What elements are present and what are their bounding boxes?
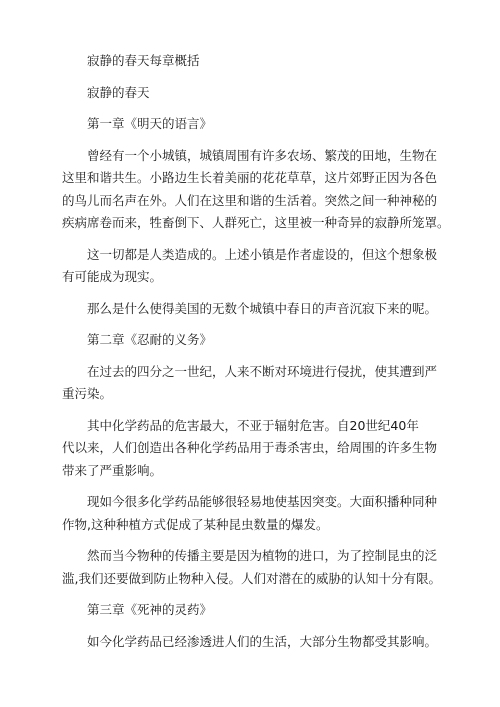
- paragraph-line: 重污染。: [62, 386, 113, 401]
- document-page: [62, 50, 450, 653]
- paragraph: [62, 244, 438, 289]
- paragraph-line: 这一切都是人类造成的。上述小镇是作者虚设的，但这个想象极: [87, 246, 438, 262]
- paragraph-line: 然而当今物种的传播主要是因为植物的进口，为了控制昆虫的泛: [87, 548, 438, 563]
- paragraph: [62, 491, 438, 536]
- paragraph-line: 滥,我们还要做到防止物种入侵。人们对潜在的威胁的认知十分有限。: [62, 570, 441, 586]
- document-title: 寂静的春天每章概括: [87, 53, 200, 68]
- paragraph-line: 那么是什么使得美国的无数个城镇中春日的声音沉寂下来的呢。: [87, 300, 438, 316]
- chapter-heading: 第一章《明天的语言》: [87, 116, 213, 131]
- paragraph-line: 有可能成为现实。: [62, 269, 163, 284]
- chapter-heading: 第二章《忍耐的义务》: [87, 332, 213, 347]
- chapter-heading: 第三章《死神的灵药》: [87, 602, 213, 617]
- paragraph-line: 的鸟儿而名声在外。人们在这里和谐的生活着。突然之间一种神秘的: [62, 192, 438, 208]
- paragraph: [62, 631, 438, 654]
- paragraph-line: 这里和谐共生。小路边生长着美丽的花花草草，这片郊野正因为各色: [62, 170, 438, 185]
- paragraph-line: 曾经有一个小城镇，城镇周围有许多农场、繁茂的田地，生物在: [87, 147, 438, 163]
- document-subtitle: 寂静的春天: [87, 84, 150, 100]
- paragraph: [62, 361, 438, 406]
- paragraph-line: 带来了严重影响。: [62, 462, 163, 478]
- paragraph: [62, 415, 438, 483]
- paragraph: [62, 545, 441, 590]
- paragraph: [62, 298, 438, 321]
- paragraph: [62, 145, 450, 235]
- paragraph-line: 疾病席卷而来，牲畜倒下、人群死亡，这里被一种奇异的寂静所笼罩。: [62, 215, 450, 230]
- paragraph-line: 其中化学药品的危害最大，不亚于辐射危害。自20世纪40年: [87, 417, 419, 433]
- paragraph-line: 代以来，人们创造出各种化学药品用于毒杀害虫，给周围的许多生物: [62, 440, 438, 455]
- paragraph-line: 作物,这种种植方式促成了某种昆虫数量的爆发。: [62, 516, 329, 532]
- paragraph-line: 现如今很多化学药品能够很轻易地使基因突变。大面积播种同种: [87, 494, 438, 509]
- paragraph-line: 如今化学药品已经渗透进人们的生活，大部分生物都受其影响。: [87, 633, 438, 649]
- paragraph-line: 在过去的四分之一世纪，人来不断对环境进行侵扰，使其遭到严: [87, 363, 438, 379]
